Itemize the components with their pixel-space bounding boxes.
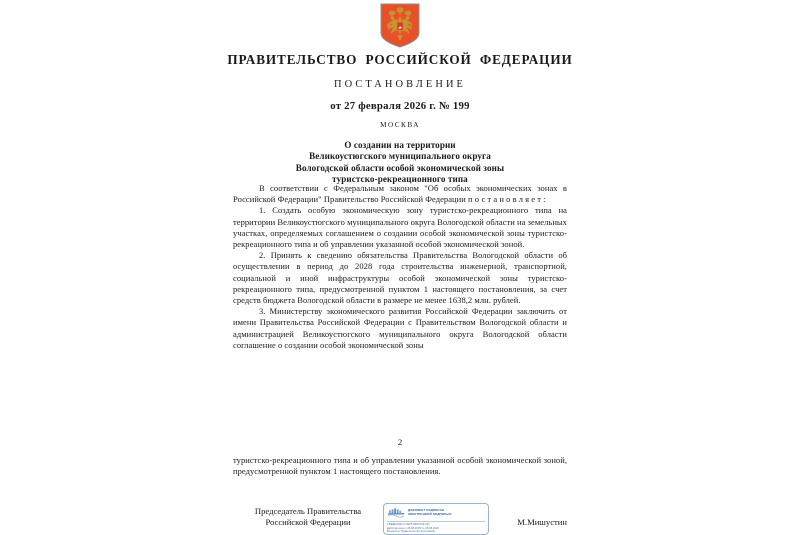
signer-title-line-2: Российской Федерации <box>233 517 383 528</box>
city-label: МОСКВА <box>0 120 800 130</box>
intro-paragraph <box>233 183 567 205</box>
signature-block <box>233 506 567 532</box>
signer-title-line-1: Председатель Правительства <box>233 506 383 517</box>
electronic-signature-stamp <box>383 503 489 535</box>
stamp-header <box>384 504 488 520</box>
stamp-detail-line-1: СВЕДЕНИЯ О СЕРТИФИКАТЕ ЭП <box>387 523 485 527</box>
page-number: 2 <box>0 437 800 447</box>
clause-item-3-continuation: туристско-рекреационного типа и об управлении указанной особой экономической зоной, предусмотренной пунктом 1 настоящего постановления. <box>233 455 567 477</box>
stamp-detail-line-2: Действителен с 28.08.2025 по 28.08.2026 <box>387 527 485 531</box>
stamp-detail-line-3: Владелец: Правительство Российской <box>387 530 485 534</box>
russian-coat-of-arms-icon <box>380 3 420 48</box>
signer-name: М.Мишустин <box>517 517 567 528</box>
signer-title <box>233 506 383 528</box>
document-type: ПОСТАНОВЛЕНИЕ <box>0 78 800 91</box>
document-subject <box>190 140 610 185</box>
subject-line-2: Великоустюгского муниципального округа <box>190 151 610 162</box>
stamp-divider <box>387 521 485 522</box>
digital-signature-icon <box>387 506 405 519</box>
document-header <box>0 52 800 130</box>
clause-item-3: 3. Министерству экономического развития Российской Федерации заключить от имени Правительства Российской Федерации с Правительством Вологодской области и администрацией Великоустюгского муниципального округа Вологодской области соглашение о создании особой экономической зоны <box>233 306 567 351</box>
stamp-detail-line-4: Федерации <box>387 534 485 535</box>
stamp-details <box>384 523 488 535</box>
stamp-heading <box>408 509 452 516</box>
subject-line-3: Вологодской области особой экономической зоны <box>190 163 610 174</box>
clause-item-2: 2. Принять к сведению обязательства Правительства Вологодской области об осуществлении в период до 2028 года строительства инженерной, транспортной, социальной и иной инфраструктуры особой экономической зоны туристско-рекреационного типа, предусмотренной пунктом 1 настоящего постановления, за счет средств бюджета Вологодской области в размере не менее 1638,2 млн. рублей. <box>233 250 567 306</box>
decree-date-number: от 27 февраля 2026 г. № 199 <box>0 100 800 113</box>
stamp-heading-line-1: ДОКУМЕНТ ПОДПИСАН <box>408 509 452 513</box>
emblem-container <box>0 3 800 48</box>
intro-text: В соответствии с Федеральным законом "Об особых экономических зонах в Российской Федерации" Правительство Российской Федерации <box>233 183 567 204</box>
subject-line-1: О создании на территории <box>190 140 610 151</box>
subject-line-4: туристско-рекреационного типа <box>190 174 610 185</box>
stamp-heading-line-2: ЭЛЕКТРОННОЙ ПОДПИСЬЮ <box>408 513 452 517</box>
government-title: ПРАВИТЕЛЬСТВО РОССИЙСКОЙ ФЕДЕРАЦИИ <box>0 52 800 68</box>
document-body-page-1 <box>233 183 567 351</box>
clause-item-1: 1. Создать особую экономическую зону туристско-рекреационного типа на территории Великоустюгского муниципального округа Вологодской области на земельных участках, определяемых соглашением о создании особой экономической зоны туристско-рекреационного типа и об управлении указанной особой экономической зоной. <box>233 205 567 250</box>
resolves-keyword: постановляет: <box>468 194 548 204</box>
document-body-page-2 <box>233 455 567 477</box>
